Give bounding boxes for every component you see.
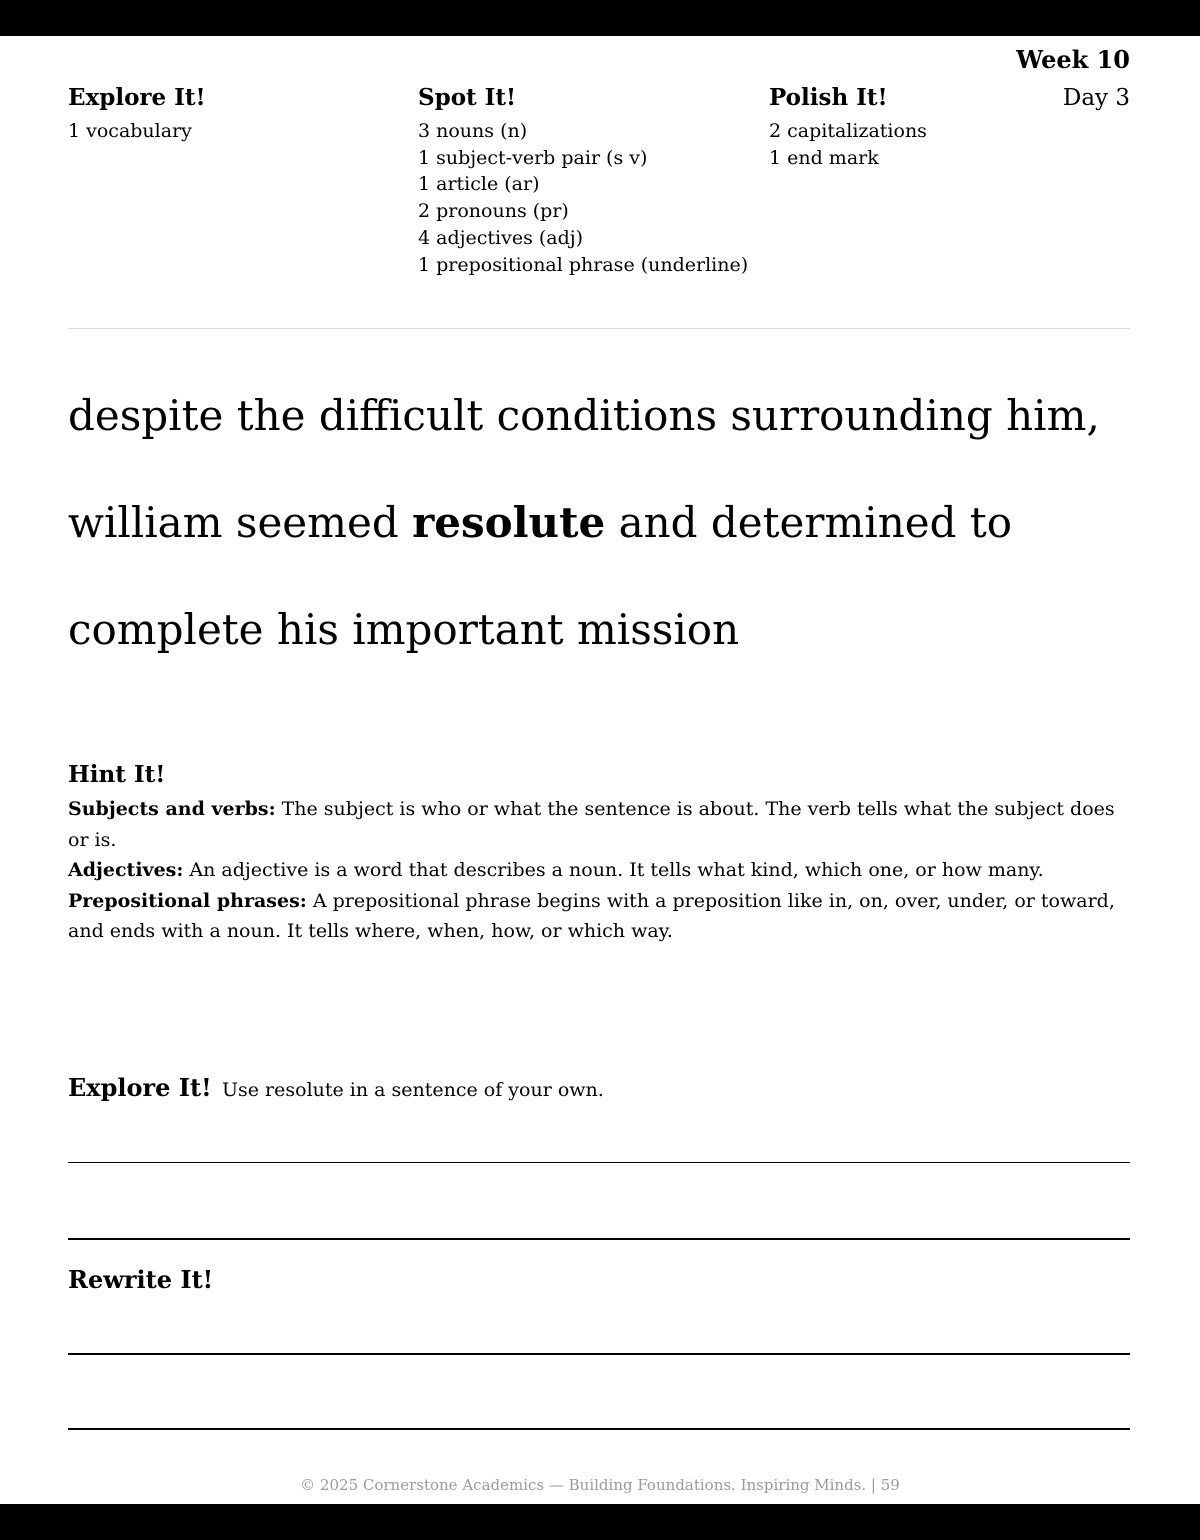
writing-line[interactable] xyxy=(68,1353,1130,1355)
list-item: 2 pronouns (pr) xyxy=(418,200,569,223)
hint-term: Subjects and verbs: xyxy=(68,798,276,820)
list-item: 1 end mark xyxy=(769,146,879,169)
practice-sentence xyxy=(68,362,1138,683)
writing-line[interactable] xyxy=(68,1428,1130,1430)
hint-title: Hint It! xyxy=(68,761,166,788)
page-footer: © 2025 Cornerstone Academics — Building Foundations. Inspiring Minds. | 59 xyxy=(300,1476,900,1494)
polish-it-column xyxy=(769,82,927,171)
hint-section xyxy=(68,760,1138,947)
writing-line[interactable] xyxy=(68,1162,1130,1163)
list-item: 3 nouns (n) xyxy=(418,120,528,142)
sentence-text-after: and determined to complete his important mission xyxy=(68,498,1013,654)
column-title: Polish It! xyxy=(769,84,888,111)
top-border-bar xyxy=(0,0,1200,36)
column-title: Explore It! xyxy=(68,84,206,111)
explore-it-prompt: Use resolute in a sentence of your own. xyxy=(222,1079,604,1101)
column-title: Spot It! xyxy=(418,84,517,111)
task-list xyxy=(769,118,927,171)
section-divider xyxy=(68,328,1130,329)
hint-text: An adjective is a word that describes a noun. It tells what kind, which one, or how many. xyxy=(189,859,1044,881)
list-item: 1 article (ar) xyxy=(418,173,540,196)
explore-it-column xyxy=(68,82,206,145)
spot-it-column xyxy=(418,82,748,278)
list-item: 1 prepositional phrase (underline) xyxy=(418,253,749,276)
day-label: Day 3 xyxy=(1062,85,1130,111)
rewrite-it-title: Rewrite It! xyxy=(68,1265,214,1294)
hint-text: A prepositional phrase begins with a preposition like in, on, over, under, or toward, and ends with a noun. It tells where, when, how, or which way. xyxy=(68,889,1115,942)
list-item: 2 capitalizations xyxy=(769,120,927,142)
list-item: 1 vocabulary xyxy=(68,120,192,142)
writing-line[interactable] xyxy=(68,1238,1130,1240)
bottom-border-bar xyxy=(0,1504,1200,1540)
hint-item xyxy=(68,886,1138,947)
week-label: Week 10 xyxy=(1016,45,1130,74)
task-list xyxy=(418,118,748,278)
task-list xyxy=(68,118,206,145)
hint-item xyxy=(68,794,1138,855)
list-item: 4 adjectives (adj) xyxy=(418,226,584,249)
sentence-text-before: despite the difficult conditions surrounding him, william seemed xyxy=(68,391,1100,547)
vocabulary-word: resolute xyxy=(412,498,606,547)
explore-it-title: Explore It! xyxy=(68,1073,212,1102)
hint-term: Prepositional phrases: xyxy=(68,889,307,912)
hint-term: Adjectives: xyxy=(68,859,184,881)
hint-text: The subject is who or what the sentence is about. The verb tells what the subject does or is. xyxy=(68,798,1115,851)
hint-item xyxy=(68,855,1138,886)
list-item: 1 subject-verb pair (s v) xyxy=(418,146,648,169)
